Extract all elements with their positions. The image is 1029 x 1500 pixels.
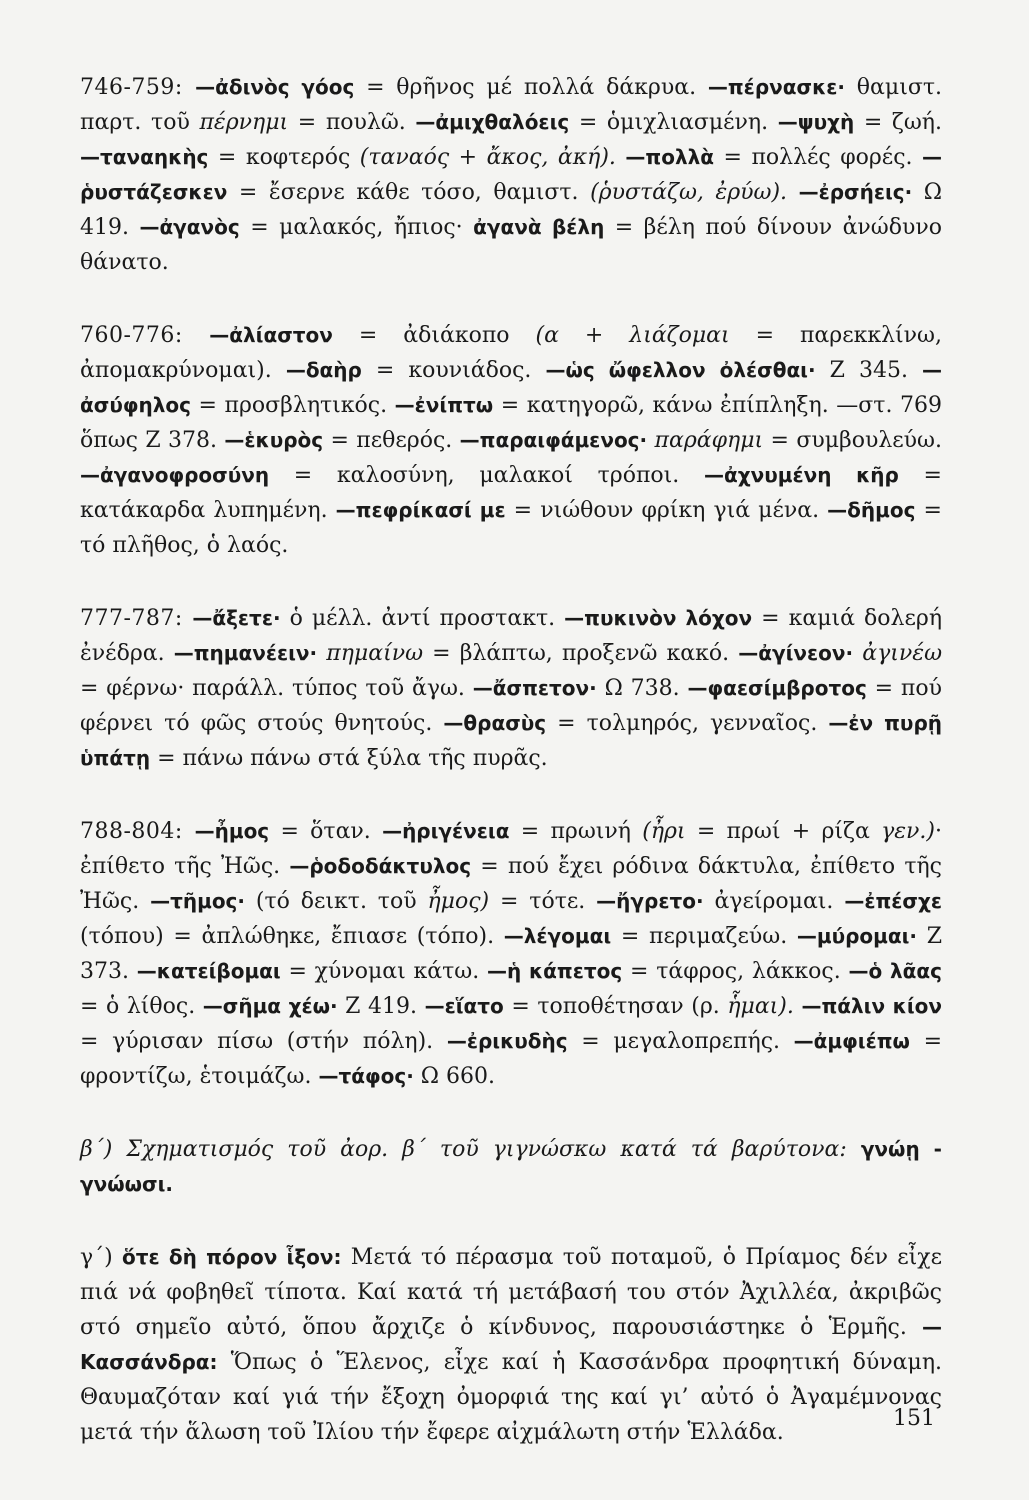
italic-text: (ἦρι bbox=[642, 819, 686, 844]
text-run bbox=[847, 1137, 861, 1162]
text-run: = τό πλῆθος, ὁ λαός. bbox=[80, 498, 942, 558]
text-run: ὁ μέλλ. ἀντί προστακτ. bbox=[280, 606, 565, 631]
headword: —ἀγανοφροσύνη bbox=[80, 463, 270, 487]
text-run: Ω 660. bbox=[413, 1064, 496, 1089]
headword: —ἀσύφηλος bbox=[80, 358, 943, 417]
text-run: = τάφρος, λάκκος. bbox=[622, 959, 849, 984]
headword: —δαὴρ bbox=[285, 358, 362, 382]
text-run: = φέρνω· παράλλ. τύπος τοῦ ἄγω. bbox=[80, 676, 473, 701]
headword: —ὡς ὤφελλον ὀλέσθαι· bbox=[545, 358, 816, 382]
italic-text: β΄) Σχηματισμός τοῦ ἀορ. β΄ τοῦ γιγνώσκω κατά τά βαρύτονα: bbox=[80, 1137, 847, 1162]
headword: —ἀγίνεον· bbox=[738, 641, 854, 665]
text-run: = πάνω πάνω στά ξύλα τῆς πυρᾶς. bbox=[150, 746, 548, 771]
headword: γνώῃ - γνώωσι. bbox=[80, 1137, 942, 1196]
text-run: Μετά τό πέρασμα τοῦ ποταμοῦ, ὁ Πρίαμος δέν εἶχε πιά νά φοβηθεῖ τίποτα. Καί κατά τή μετάβασή του στόν Ἀχιλλέα, ἀκριβῶς στό σημεῖο αὐτό, ὅπου ἄρχιζε ὁ κίνδυνος, παρουσιάστηκε ὁ Ἑρμῆς. bbox=[80, 1245, 942, 1340]
headword: —ἡ κάπετος bbox=[487, 959, 623, 983]
headword: —φαεσίμβροτος bbox=[687, 676, 867, 700]
text-run bbox=[647, 428, 654, 453]
headword: —ἀμιχθαλόεις bbox=[415, 110, 570, 134]
headword: —ἐπέσχε bbox=[844, 889, 943, 913]
text-run: = χύνομαι κάτω. bbox=[280, 959, 487, 984]
headword: —ἀλίαστον bbox=[209, 323, 333, 347]
headword: —ἦμος bbox=[194, 819, 270, 843]
headword: —ἐνίπτω bbox=[394, 393, 494, 417]
headword: —ἀχνυμένη κῆρ bbox=[703, 463, 899, 487]
notes-paragraph bbox=[80, 70, 942, 280]
text-run: ἀγείρομαι. bbox=[703, 889, 845, 914]
headword: —Κασσάνδρα: bbox=[80, 1315, 942, 1374]
text-run: = θρῆνος μέ πολλά δάκρυα. bbox=[354, 75, 708, 100]
headword: —παραιφάμενος· bbox=[459, 428, 648, 452]
headword: —μύρομαι· bbox=[796, 924, 918, 948]
headword: —κατείβομαι bbox=[136, 959, 281, 983]
text-run: = ὁμιχλιασμένη. bbox=[569, 110, 778, 135]
headword: ἀγανὰ βέλη bbox=[473, 215, 605, 239]
text-run: = τοποθέτησαν (ρ. bbox=[503, 994, 728, 1019]
line-range: 777-787: bbox=[80, 606, 193, 631]
headword: —ἠριγένεια bbox=[382, 819, 510, 843]
headword: —ταναηκὴς bbox=[80, 145, 209, 169]
text-run: = νιώθουν φρίκη γιά μένα. bbox=[505, 498, 828, 523]
text-run: = πού φέρνει τό φῶς στούς θνητούς. bbox=[80, 676, 942, 736]
italic-text: πέρνημι bbox=[199, 110, 289, 135]
text-run: = ἀδιάκοπο bbox=[332, 323, 536, 348]
headword: —ὁ λᾶας bbox=[848, 959, 942, 983]
headword: —σῆμα χέω· bbox=[202, 994, 338, 1018]
text-run: = πού ἔχει ρόδινα δάκτυλα, ἐπίθετο τῆς Ἠῶς. bbox=[80, 854, 942, 914]
text-run: = τότε. bbox=[489, 889, 597, 914]
text-run: = κατάκαρδα λυπημένη. bbox=[80, 463, 942, 523]
italic-text: (ῥυστάζω, ἐρύω). bbox=[590, 180, 788, 205]
headword: —ἀγανὸς bbox=[139, 215, 240, 239]
notes-paragraph bbox=[80, 814, 942, 1094]
text-run: = φροντίζω, ἑτοιμάζω. bbox=[80, 1029, 942, 1089]
text-run: = ζωή. bbox=[854, 110, 942, 135]
text-run: = κατηγορῶ, κάνω ἐπίπληξη. —στ. 769 ὅπως Ζ 378. bbox=[80, 393, 942, 453]
text-run: = μαλακός, ἤπιος· bbox=[239, 215, 474, 240]
text-run: = ἔσερνε κάθε τόσο, θαμιστ. bbox=[227, 180, 591, 205]
italic-text: γεν.) bbox=[881, 819, 935, 844]
italic-text: (α + λιάζομαι bbox=[535, 323, 730, 348]
headword: —λέγομαι bbox=[503, 924, 612, 948]
headword: —ἀμφιέπω bbox=[793, 1029, 910, 1053]
text-run: (τόπου) = ἀπλώθηκε, ἔπιασε (τόπο). bbox=[80, 924, 504, 949]
page-number: 151 bbox=[893, 1406, 935, 1431]
text-run: = μεγαλοπρεπής. bbox=[567, 1029, 794, 1054]
text-run bbox=[787, 180, 799, 205]
italic-text: ἧμαι). bbox=[727, 994, 794, 1019]
headword: —πολλὰ bbox=[625, 145, 715, 169]
text-run: Ζ 345. bbox=[815, 358, 923, 383]
headword: —ἐρσήεις· bbox=[798, 180, 913, 204]
text-run: Ζ 373. bbox=[80, 924, 943, 984]
headword: —ἄσπετον· bbox=[472, 676, 597, 700]
text-run: = τολμηρός, γενναῖος. bbox=[546, 711, 829, 736]
line-range: 746-759: bbox=[80, 75, 196, 100]
text-run: = συμβουλεύω. bbox=[763, 428, 942, 453]
text-run: Ζ 419. bbox=[337, 994, 425, 1019]
headword: —πάλιν κίον bbox=[801, 994, 943, 1018]
text-run: θαμιστ. παρτ. τοῦ bbox=[80, 75, 942, 135]
headword: —πυκινὸν λόχον bbox=[564, 606, 753, 630]
headword: —τῆμος· bbox=[150, 889, 246, 913]
page-body bbox=[80, 70, 942, 1450]
italic-text: παράφημι bbox=[654, 428, 764, 453]
text-run: = βλάπτω, προξενῶ κακό. bbox=[423, 641, 739, 666]
text-run bbox=[317, 641, 326, 666]
headword: —θρασὺς bbox=[443, 711, 547, 735]
text-run: (τό δεικτ. τοῦ bbox=[245, 889, 428, 914]
italic-text: ἦμος) bbox=[427, 889, 490, 914]
text-run: · ἐπίθετο τῆς Ἠῶς. bbox=[80, 819, 942, 879]
text-run: = πολλές φορές. bbox=[714, 145, 923, 170]
line-range: 760-776: bbox=[80, 323, 210, 348]
headword: —πέρνασκε· bbox=[707, 75, 846, 99]
headword: —ἀδινὸς γόος bbox=[195, 75, 355, 99]
text-run: = πρωινή bbox=[509, 819, 643, 844]
headword: —ῥοδοδάκτυλος bbox=[289, 854, 472, 878]
text-run: = κουνιάδος. bbox=[361, 358, 546, 383]
italic-text: πημαίνω bbox=[326, 641, 424, 666]
headword: —ἑκυρὸς bbox=[224, 428, 324, 452]
headword: —τάφος· bbox=[318, 1064, 414, 1088]
notes-paragraph bbox=[80, 318, 942, 563]
headword: —ἐρικυδὴς bbox=[446, 1029, 568, 1053]
text-run: = ὁ λίθος. bbox=[80, 994, 203, 1019]
text-run: = ὅταν. bbox=[269, 819, 383, 844]
text-run: = πρωί + ρίζα bbox=[685, 819, 882, 844]
text-run: = γύρισαν πίσω (στήν πόλη). bbox=[80, 1029, 447, 1054]
text-run: = προσβλητικός. bbox=[190, 393, 395, 418]
text-run: Ω 419. bbox=[80, 180, 942, 240]
text-run: = καλοσύνη, μαλακοί τρόποι. bbox=[269, 463, 704, 488]
headword: —δῆμος bbox=[827, 498, 916, 522]
headword: —εἵατο bbox=[424, 994, 504, 1018]
headword: —πεφρίκασί με bbox=[335, 498, 506, 522]
headword: —ἄξετε· bbox=[192, 606, 281, 630]
text-run: = κοφτερός bbox=[208, 145, 360, 170]
headword: ὅτε δὴ πόρον ἷξον: bbox=[122, 1245, 342, 1269]
text-run: = περιμαζεύω. bbox=[611, 924, 797, 949]
text-run: Ω 738. bbox=[596, 676, 688, 701]
text-run: = παρεκκλίνω, ἀπομακρύνομαι). bbox=[80, 323, 942, 383]
line-range: 788-804: bbox=[80, 819, 195, 844]
text-run: = πουλῶ. bbox=[288, 110, 416, 135]
headword: —ψυχὴ bbox=[777, 110, 855, 134]
text-run bbox=[853, 641, 862, 666]
headword: —ῥυστάζεσκεν bbox=[80, 145, 943, 204]
text-run: Ὅπως ὁ Ἕλενος, εἶχε καί ἡ Κασσάνδρα προφητική δύναμη. Θαυμαζόταν καί γιά τήν ἔξοχη ὀμορφιά της καί γι’ αὐτό ὁ Ἀγαμέμνονας μετά τήν ἅλωση τοῦ Ἰλίου τήν ἔφερε αἰχμάλωτη στήν Ἑλλάδα. bbox=[80, 1350, 942, 1445]
text-run: γ΄) bbox=[80, 1245, 122, 1270]
notes-paragraph bbox=[80, 601, 942, 776]
text-run: = βέλη πού δίνουν ἀνώδυνο θάνατο. bbox=[80, 215, 942, 275]
italic-text: (ταναός + ἄκος, ἀκή). bbox=[359, 145, 616, 170]
note-beta-paragraph bbox=[80, 1132, 942, 1202]
italic-text: ἀγινέω bbox=[862, 641, 943, 666]
headword: —πημανέειν· bbox=[173, 641, 318, 665]
note-gamma-paragraph bbox=[80, 1240, 942, 1450]
text-run bbox=[616, 145, 625, 170]
headword: —ἐν πυρῇ ὑπάτῃ bbox=[80, 711, 942, 770]
text-run: = πεθερός. bbox=[323, 428, 460, 453]
text-run: = καμιά δολερή ἐνέδρα. bbox=[80, 606, 942, 666]
headword: —ἤγρετο· bbox=[596, 889, 704, 913]
